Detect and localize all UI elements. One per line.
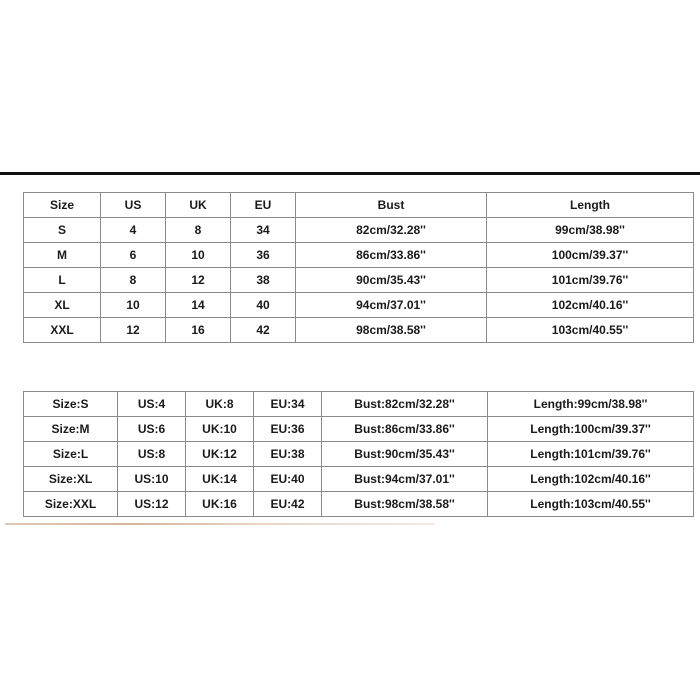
cell-length: 102cm/40.16'' xyxy=(487,293,694,318)
cell-bust: Bust:86cm/33.86'' xyxy=(322,417,488,442)
cell-length: 100cm/39.37'' xyxy=(487,243,694,268)
cell-eu: 40 xyxy=(231,293,296,318)
cell-length: Length:101cm/39.76'' xyxy=(488,442,694,467)
cell-bust: 90cm/35.43'' xyxy=(296,268,487,293)
table-row xyxy=(24,492,694,517)
cell-eu: EU:34 xyxy=(254,392,322,417)
cell-us: US:12 xyxy=(118,492,186,517)
cell-eu: EU:42 xyxy=(254,492,322,517)
cell-uk: UK:12 xyxy=(186,442,254,467)
cell-bust: Bust:82cm/32.28'' xyxy=(322,392,488,417)
cell-length: Length:103cm/40.55'' xyxy=(488,492,694,517)
cell-uk: 12 xyxy=(166,268,231,293)
cell-length: 103cm/40.55'' xyxy=(487,318,694,343)
cell-bust: 86cm/33.86'' xyxy=(296,243,487,268)
cell-uk: UK:8 xyxy=(186,392,254,417)
cell-size: Size:M xyxy=(24,417,118,442)
cell-eu: 42 xyxy=(231,318,296,343)
cell-bust: Bust:94cm/37.01'' xyxy=(322,467,488,492)
cell-us: 10 xyxy=(101,293,166,318)
cell-size: Size:L xyxy=(24,442,118,467)
cell-eu: 34 xyxy=(231,218,296,243)
cell-us: US:6 xyxy=(118,417,186,442)
cell-uk: UK:10 xyxy=(186,417,254,442)
header-cell-us: US xyxy=(101,193,166,218)
cell-us: 4 xyxy=(101,218,166,243)
top-divider-line xyxy=(0,172,700,175)
cell-size: Size:S xyxy=(24,392,118,417)
cell-length: 101cm/39.76'' xyxy=(487,268,694,293)
table-row xyxy=(24,442,694,467)
cell-bust: Bust:98cm/38.58'' xyxy=(322,492,488,517)
cell-uk: UK:16 xyxy=(186,492,254,517)
cell-size: S xyxy=(24,218,101,243)
cell-length: Length:102cm/40.16'' xyxy=(488,467,694,492)
table-row xyxy=(24,218,694,243)
cell-us: 12 xyxy=(101,318,166,343)
table-row xyxy=(24,318,694,343)
bottom-divider-line xyxy=(5,523,435,525)
header-cell-size: Size xyxy=(24,193,101,218)
table-row xyxy=(24,417,694,442)
cell-length: Length:99cm/38.98'' xyxy=(488,392,694,417)
header-cell-uk: UK xyxy=(166,193,231,218)
cell-eu: EU:38 xyxy=(254,442,322,467)
cell-eu: EU:36 xyxy=(254,417,322,442)
cell-size: L xyxy=(24,268,101,293)
cell-eu: 38 xyxy=(231,268,296,293)
table-row xyxy=(24,268,694,293)
cell-bust: Bust:90cm/35.43'' xyxy=(322,442,488,467)
size-label-table xyxy=(23,391,694,517)
cell-us: US:10 xyxy=(118,467,186,492)
cell-us: US:4 xyxy=(118,392,186,417)
cell-size: M xyxy=(24,243,101,268)
cell-us: US:8 xyxy=(118,442,186,467)
cell-uk: 14 xyxy=(166,293,231,318)
cell-uk: 16 xyxy=(166,318,231,343)
cell-bust: 94cm/37.01'' xyxy=(296,293,487,318)
cell-bust: 82cm/32.28'' xyxy=(296,218,487,243)
cell-size: Size:XXL xyxy=(24,492,118,517)
table-row xyxy=(24,392,694,417)
cell-us: 6 xyxy=(101,243,166,268)
table-row xyxy=(24,243,694,268)
cell-bust: 98cm/38.58'' xyxy=(296,318,487,343)
cell-size: XL xyxy=(24,293,101,318)
header-cell-eu: EU xyxy=(231,193,296,218)
cell-size: XXL xyxy=(24,318,101,343)
table-row xyxy=(24,293,694,318)
cell-uk: UK:14 xyxy=(186,467,254,492)
cell-uk: 8 xyxy=(166,218,231,243)
cell-uk: 10 xyxy=(166,243,231,268)
cell-eu: EU:40 xyxy=(254,467,322,492)
table-row xyxy=(24,467,694,492)
cell-length: 99cm/38.98'' xyxy=(487,218,694,243)
cell-eu: 36 xyxy=(231,243,296,268)
header-cell-bust: Bust xyxy=(296,193,487,218)
cell-size: Size:XL xyxy=(24,467,118,492)
cell-us: 8 xyxy=(101,268,166,293)
cell-length: Length:100cm/39.37'' xyxy=(488,417,694,442)
header-cell-length: Length xyxy=(487,193,694,218)
size-chart-table xyxy=(23,192,694,343)
table-header-row xyxy=(24,193,694,218)
